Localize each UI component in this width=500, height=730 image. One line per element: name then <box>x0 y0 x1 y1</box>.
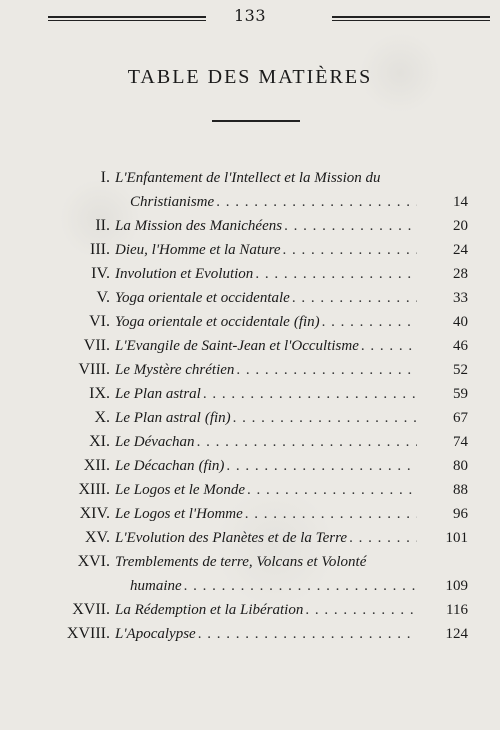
chapter-title: Le Logos et le Monde <box>115 482 245 498</box>
toc-entry-3 <box>0 238 500 262</box>
chapter-page: 80 <box>453 458 468 474</box>
toc-entry-5 <box>0 286 500 310</box>
leader-dots <box>361 334 417 358</box>
chapter-number: XV. <box>84 529 110 546</box>
chapter-title: Yoga orientale et occidentale <box>115 290 290 306</box>
title-underline <box>212 120 300 122</box>
table-of-contents <box>0 166 500 646</box>
leader-dots <box>197 430 417 454</box>
page-header <box>0 4 500 30</box>
toc-entry-2 <box>0 214 500 238</box>
chapter-suffix: (fin) <box>198 458 225 474</box>
chapter-number: IX. <box>89 385 110 402</box>
chapter-title: L'Evolution des Planètes et de la Terre <box>115 530 348 546</box>
chapter-title: Yoga orientale et occidentale <box>115 314 290 330</box>
chapter-number: V. <box>96 289 110 306</box>
toc-entry-6 <box>0 310 500 334</box>
toc-entry-1 <box>0 166 500 214</box>
leader-dots <box>236 358 417 382</box>
leader-dots <box>245 502 417 526</box>
chapter-page: 96 <box>453 506 468 522</box>
leader-dots <box>255 262 417 286</box>
chapter-number: III. <box>90 241 110 258</box>
chapter-title: La Mission des Manichéens <box>115 218 283 234</box>
chapter-title: L'Apocalypse <box>115 626 196 642</box>
chapter-page: 101 <box>445 530 468 546</box>
chapter-number: XVIII. <box>66 625 110 642</box>
toc-entry-10 <box>0 406 500 430</box>
toc-entry-14 <box>0 502 500 526</box>
chapter-page: 74 <box>453 434 468 450</box>
chapter-page: 88 <box>453 482 468 498</box>
chapter-page: 20 <box>453 218 468 234</box>
chapter-number: X. <box>94 409 110 426</box>
leader-dots <box>226 454 417 478</box>
chapter-number: XIII. <box>78 481 110 498</box>
chapter-number: XVII. <box>72 601 110 618</box>
toc-entry-12 <box>0 454 500 478</box>
chapter-number: XVI. <box>77 553 110 570</box>
toc-entry-7 <box>0 334 500 358</box>
toc-entry-13 <box>0 478 500 502</box>
chapter-title-continued: humaine <box>130 578 182 594</box>
chapter-title: Dieu, l'Homme et la Nature <box>115 242 281 258</box>
chapter-title: Le Plan astral <box>115 410 201 426</box>
chapter-title: Le Dévachan <box>115 434 195 450</box>
chapter-title: Tremblements de terre, Volcans et Volonté <box>115 554 367 570</box>
chapter-title: Le Plan astral <box>115 386 201 402</box>
chapter-page: 52 <box>453 362 468 378</box>
chapter-number: XII. <box>83 457 110 474</box>
leader-dots <box>349 526 417 550</box>
chapter-title: L'Evangile de Saint-Jean et l'Occultisme <box>115 338 359 354</box>
chapter-page: 40 <box>453 314 468 330</box>
chapter-number: VI. <box>89 313 110 330</box>
chapter-number: I. <box>100 169 110 186</box>
leader-dots <box>305 598 417 622</box>
leader-dots <box>284 214 417 238</box>
toc-entry-11 <box>0 430 500 454</box>
chapter-page: 28 <box>453 266 468 282</box>
leader-dots <box>198 622 417 646</box>
chapter-suffix: (fin) <box>293 314 320 330</box>
chapter-page: 14 <box>453 194 468 210</box>
leader-dots <box>203 382 417 406</box>
leader-dots <box>184 574 417 598</box>
chapter-page: 124 <box>445 626 468 642</box>
leader-dots <box>233 406 417 430</box>
toc-entry-8 <box>0 358 500 382</box>
chapter-number: IV. <box>91 265 110 282</box>
chapter-number: XIV. <box>79 505 110 522</box>
chapter-page: 24 <box>453 242 468 258</box>
leader-dots <box>292 286 417 310</box>
chapter-suffix: (fin) <box>204 410 231 426</box>
leader-dots <box>247 478 417 502</box>
chapter-title: Involution et Evolution <box>115 266 254 282</box>
chapter-page: 67 <box>453 410 468 426</box>
header-rule-right <box>332 16 490 21</box>
chapter-title-continued: Christianisme <box>130 194 215 210</box>
chapter-number: VIII. <box>78 361 110 378</box>
leader-dots <box>216 190 417 214</box>
toc-entry-9 <box>0 382 500 406</box>
chapter-number: II. <box>95 217 110 234</box>
chapter-title: L'Enfantement de l'Intellect et la Mission du <box>115 170 381 186</box>
leader-dots <box>322 310 417 334</box>
chapter-number: VII. <box>83 337 110 354</box>
page-title: TABLE DES MATIÈRES <box>127 66 373 88</box>
toc-entry-18 <box>0 622 500 646</box>
chapter-page: 46 <box>453 338 468 354</box>
toc-entry-4 <box>0 262 500 286</box>
chapter-title: La Rédemption et la Libération <box>115 602 304 618</box>
chapter-number: XI. <box>89 433 110 450</box>
chapter-page: 33 <box>453 290 468 306</box>
chapter-page: 116 <box>446 602 468 618</box>
chapter-title: Le Mystère chrétien <box>115 362 235 378</box>
chapter-title: Le Décachan <box>115 458 195 474</box>
toc-entry-16 <box>0 550 500 598</box>
chapter-title: Le Logos et l'Homme <box>115 506 243 522</box>
page-number: 133 <box>233 6 267 25</box>
chapter-page: 109 <box>445 578 468 594</box>
toc-entry-15 <box>0 526 500 550</box>
chapter-page: 59 <box>453 386 468 402</box>
leader-dots <box>283 238 417 262</box>
toc-entry-17 <box>0 598 500 622</box>
